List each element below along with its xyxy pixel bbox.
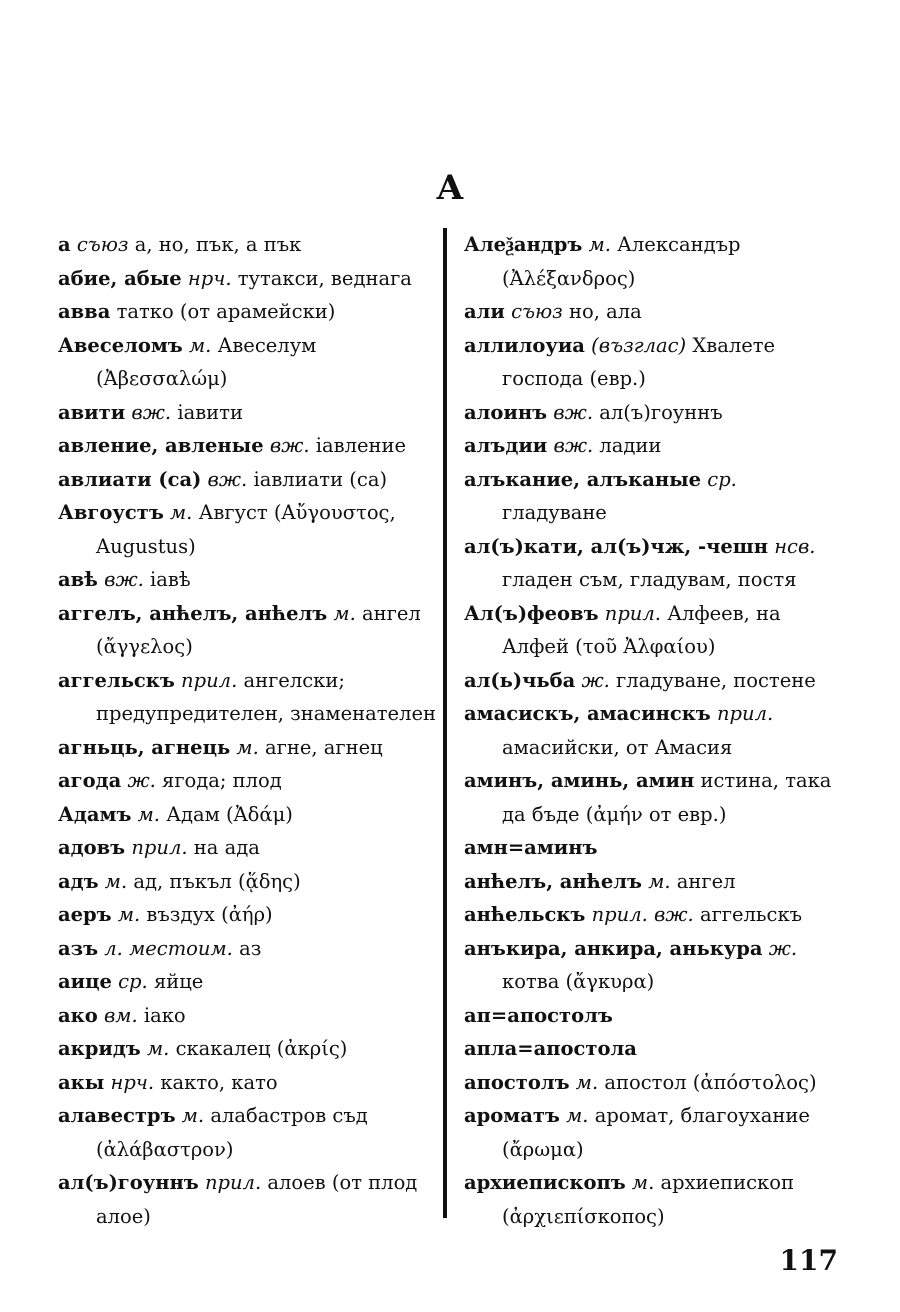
entry-headword: ал(ь)чьба [464,668,576,692]
entry-headword: ароматъ [464,1104,560,1127]
entry-definition: гладуване, постене [616,668,816,692]
entry-definition: алабастров съд (ἀλάβαστρον) [96,1104,368,1161]
dictionary-entry [464,329,842,396]
entry-definition: архиепископ (ἀρχιεπίσκοπος) [502,1171,794,1228]
entry-grammar: нрч. [110,1070,155,1094]
dictionary-entry [58,865,436,899]
entry-headword: Алеѯандръ [464,233,583,256]
entry-definition: іако [143,1003,186,1027]
entry-headword: Авеселомъ [58,333,183,357]
entry-definition: въздух (ἀήρ) [146,903,273,926]
entry-grammar: вж. [553,434,594,457]
entry-definition: тутакси, веднага [237,266,412,290]
entry-definition: ладии [599,434,662,457]
entry-headword: авва [58,300,111,323]
entry-definition: на ада [193,836,260,859]
entry-definition: Хвалете господа (евр.) [502,333,776,390]
entry-definition: аз [239,936,262,960]
entry-headword: амасискъ, амасинскъ [464,702,711,725]
entry-headword: агньць, агнець [58,735,231,759]
dictionary-entry [464,1066,842,1100]
dictionary-entry [58,898,436,932]
entry-headword: авити [58,400,126,424]
dictionary-entry [464,597,842,664]
dictionary-entry [464,1032,842,1066]
entry-headword: аеръ [58,903,112,926]
entry-headword: алъдии [464,434,548,457]
entry-grammar: прил. [716,702,774,725]
dictionary-entry [58,563,436,597]
entry-grammar: вж. [207,467,248,491]
entry-headword: ап=апостолъ [464,1003,613,1027]
dictionary-entry [58,1032,436,1066]
dictionary-entry [464,932,842,999]
entry-grammar: нсв. [774,534,816,558]
entry-grammar: ж. [127,769,156,792]
dictionary-entry [464,831,842,865]
entry-grammar: вж. [269,434,310,457]
entry-grammar: л. местоим. [104,936,233,960]
entry-grammar: ж. [768,936,798,960]
entry-headword: апла=апостола [464,1037,637,1060]
entry-headword: апостолъ [464,1070,570,1094]
entry-definition: аггельскъ [699,903,803,926]
entry-grammar: прил. [131,836,188,859]
entry-definition: амасийски, от Амасия [502,735,733,759]
entry-definition: а, но, пък, а пък [134,233,302,256]
dictionary-entry [464,463,842,530]
entry-grammar: м. [117,903,141,926]
entry-definition: ягода; плод [162,769,282,792]
entry-definition: агне, агнец [265,735,383,759]
entry-headword: адъ [58,869,99,893]
entry-definition: ангелски; предупредителен, знаменателен [96,668,437,725]
entry-definition: Александър (Ἀλέξανδρος) [502,233,741,290]
entry-definition: Адам (Ἀδάμ) [166,802,293,826]
entry-grammar: съюз [76,233,129,256]
dictionary-entry [464,228,842,295]
dictionary-entry [58,496,436,563]
entry-grammar: м. [333,601,356,625]
entry-headword: анћельскъ [464,903,586,926]
dictionary-entry [58,664,436,731]
dictionary-entry [58,396,436,430]
entry-grammar: м. [188,333,212,357]
entry-definition: Август (Αὔγουστος, Augustus) [96,501,396,558]
entry-definition: іавлиати (са) [253,467,388,491]
dictionary-entry [58,965,436,999]
entry-definition: іавление [315,434,407,457]
entry-definition: ад, пъкъл (ᾅδης) [133,869,301,893]
entry-headword: аггелъ, анћелъ, анћелъ [58,601,328,625]
entry-grammar: прил. вж. [591,903,694,926]
dictionary-entry [58,731,436,765]
entry-headword: ал(ъ)гоуннъ [58,1171,199,1194]
entry-grammar: вм. [103,1003,138,1027]
dictionary-entry [58,463,436,497]
entry-grammar: м. [181,1104,205,1127]
entry-definition: Авеселум (Ἀβεσσαλώμ) [96,333,317,390]
entry-headword: али [464,300,505,323]
entry-grammar: м. [146,1037,170,1060]
entry-grammar: вж. [131,400,172,424]
dictionary-entry [58,429,436,463]
entry-definition: аромат, благоухание (ἄρωμα) [502,1104,810,1161]
entry-grammar: вж. [553,400,594,424]
entry-definition: іавѣ [150,568,191,591]
entry-headword: авлиати (са) [58,467,202,491]
entry-definition: както, като [160,1070,278,1094]
entry-definition: алоев (от плод алое) [96,1171,418,1228]
dictionary-entry [464,295,842,329]
entry-definition: но, ала [569,300,642,323]
dictionary-entry [58,262,436,296]
dictionary-entry [58,798,436,832]
entry-headword: алавестръ [58,1104,176,1127]
entry-grammar: ср. [707,467,737,491]
entry-definition: ал(ъ)гоуннъ [599,400,723,424]
entry-headword: акы [58,1070,105,1094]
entry-grammar: (възглас) [591,333,687,357]
dictionary-entry [464,898,842,932]
entry-grammar: м. [648,869,671,893]
entry-definition: ангел (ἄγγελος) [96,601,421,658]
entry-headword: а [58,233,71,256]
entry-grammar: м. [170,501,193,524]
entry-grammar: нрч. [187,266,232,290]
entry-headword: алоинъ [464,400,548,424]
dictionary-entry [58,1166,436,1233]
entry-grammar: прил. [204,1171,262,1194]
entry-headword: адовъ [58,836,126,859]
dictionary-entry [464,396,842,430]
entry-headword: ал(ъ)кати, ал(ъ)чж, -чешн [464,534,768,558]
entry-grammar: м. [104,869,128,893]
entry-headword: азъ [58,936,99,960]
dictionary-entry [58,597,436,664]
entry-definition: котва (ἄγκυρα) [502,970,655,993]
entry-grammar: вж. [104,568,144,591]
entry-definition: ангел [676,869,736,893]
entry-grammar: м. [575,1070,599,1094]
entry-definition: апостол (ἀπόστολος) [604,1070,817,1094]
entry-headword: амн=аминъ [464,836,598,859]
entry-headword: алъкание, алъканые [464,467,702,491]
column-divider [443,228,447,1218]
entry-headword: абие, абые [58,266,182,290]
dictionary-entry [58,932,436,966]
right-column [464,228,842,1233]
entry-grammar: м. [566,1104,589,1127]
dictionary-entry [58,831,436,865]
entry-headword: авѣ [58,568,98,591]
entry-headword: анъкира, анкира, анькура [464,936,763,960]
entry-headword: Адамъ [58,802,132,826]
entry-grammar: прил. [604,601,661,625]
entry-headword: ако [58,1003,98,1027]
entry-headword: акридъ [58,1037,141,1060]
entry-definition: Алфеев, на Алфей (τοῦ Ἀλφαίου) [502,601,781,658]
entry-definition: яйце [153,970,204,993]
entry-headword: архиепископъ [464,1171,626,1194]
entry-grammar: ж. [581,668,610,692]
dictionary-entry [464,664,842,698]
entry-headword: аице [58,970,112,993]
entry-grammar: м. [631,1171,655,1194]
entry-grammar: прил. [181,668,238,692]
entry-definition: іавити [177,400,243,424]
dictionary-entry [464,530,842,597]
entry-headword: аггельскъ [58,668,175,692]
page-letter-heading: А [436,168,464,208]
dictionary-entry [464,764,842,831]
dictionary-entry [464,999,842,1033]
page-number: 117 [779,1244,838,1277]
dictionary-entry [58,764,436,798]
entry-headword: анћелъ, анћелъ [464,869,642,893]
entry-headword: Авгоустъ [58,501,164,524]
dictionary-entry [464,1166,842,1233]
dictionary-entry [464,1099,842,1166]
entry-headword: аллилоуиа [464,333,585,357]
entry-grammar: ср. [118,970,148,993]
dictionary-entry [58,329,436,396]
entry-headword: авление, авленые [58,434,264,457]
dictionary-entry [464,429,842,463]
entry-definition: скакалец (ἀκρίς) [175,1037,348,1060]
entry-headword: агода [58,769,122,792]
entry-definition: татко (от арамейски) [116,300,336,323]
entry-definition: гладуване [502,501,607,524]
dictionary-entry [58,295,436,329]
dictionary-entry [58,1099,436,1166]
entry-headword: Ал(ъ)феовъ [464,601,599,625]
left-column [58,228,436,1233]
dictionary-entry [464,697,842,764]
dictionary-entry [58,1066,436,1100]
entry-definition: истина, така да бъде (ἀμήν от евр.) [502,769,832,826]
dictionary-entry [58,228,436,262]
entry-grammar: м. [137,802,160,826]
entry-headword: аминъ, аминь, амин [464,769,695,792]
entry-grammar: съюз [511,300,563,323]
dictionary-entry [58,999,436,1033]
dictionary-entry [464,865,842,899]
entry-definition: гладен съм, гладувам, постя [502,568,797,591]
entry-grammar: м. [236,735,259,759]
entry-grammar: м. [588,233,611,256]
